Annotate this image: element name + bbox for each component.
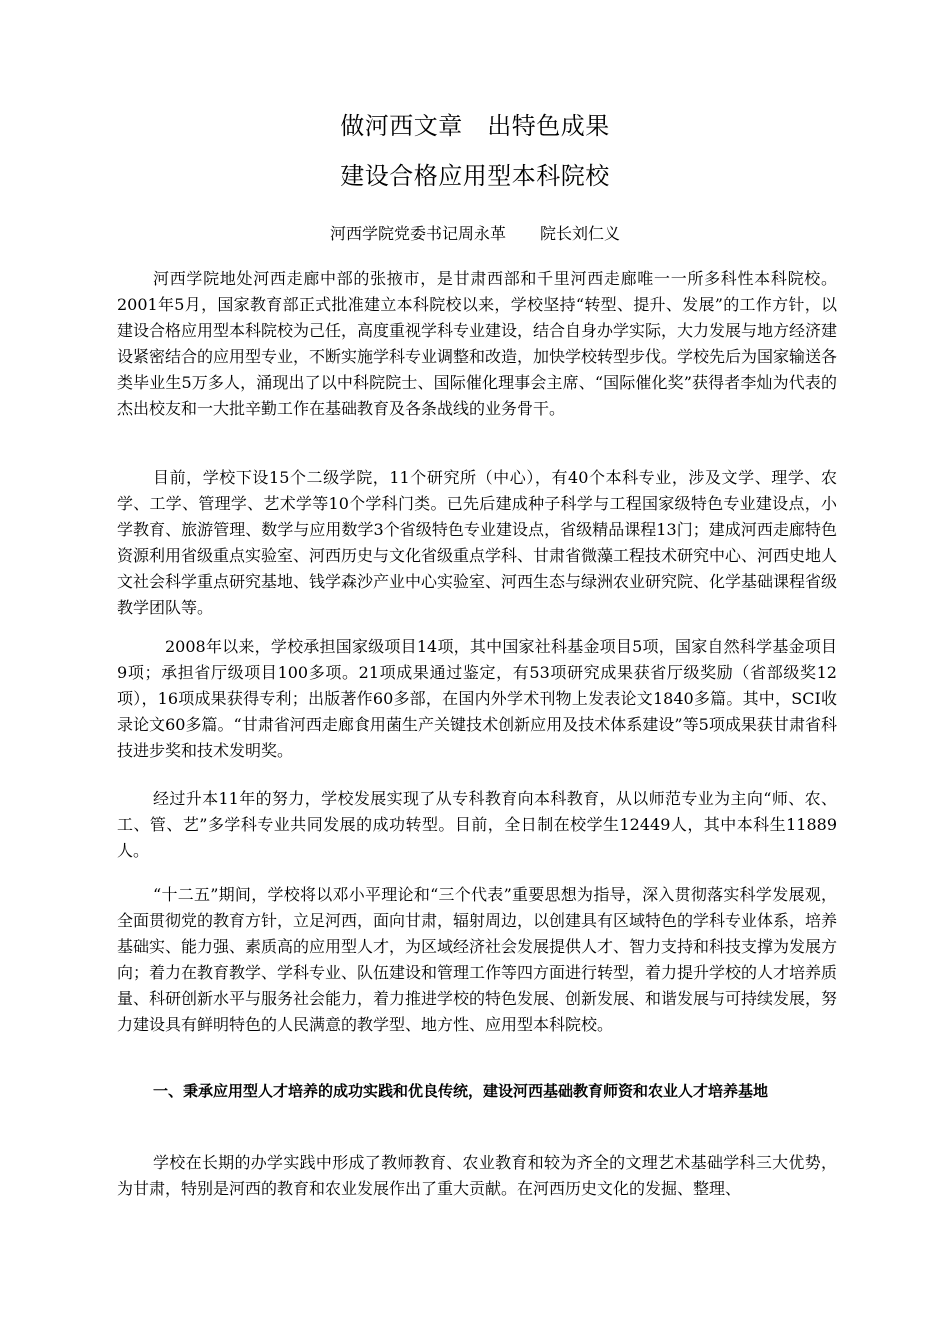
paragraph-section-1: 学校在长期的办学实践中形成了教师教育、农业教育和较为齐全的文理艺术基础学科三大优势，为甘肃，特别是河西的教育和农业发展作出了重大贡献。在河西历史文化的发掘、整理、	[117, 1153, 837, 1198]
paragraph-research: 2008年以来，学校承担国家级项目14项，其中国家社科基金项目5项，国家自然科学基金项目9项；承担省厅级项目100多项。21项成果通过鉴定，有53项研究成果获省厅级奖励（省部级奖12项），16项成果获得专利；出版著作60多部，在国内外学术刊物上发表论文1840多篇。其中，SCI收录论文60多篇。“甘肃省河西走廊食用菌生产关键技术创新应用及技术体系建设”等5项成果获甘肃省科技进步奖和技术发明奖。	[117, 637, 837, 760]
author-line	[0, 222, 950, 246]
author-secretary: 河西学院党委书记周永革	[329, 224, 506, 243]
title-line-2: 建设合格应用型本科院校	[340, 162, 610, 190]
title-line-1: 做河西文章 出特色成果	[340, 112, 610, 140]
paragraph-transformation: 经过升本11年的努力，学校发展实现了从专科教育向本科教育，从以师范专业为主向“师、农、工、管、艺”多学科专业共同发展的成功转型。目前，全日制在校学生12449人，其中本科生11889人。	[117, 789, 837, 860]
paragraph-plan: “十二五”期间，学校将以邓小平理论和“三个代表”重要思想为指导，深入贯彻落实科学发展观，全面贯彻党的教育方针，立足河西，面向甘肃，辐射周边，以创建具有区域特色的学科专业体系，培养基础实、能力强、素质高的应用型人才，为区域经济社会发展提供人才、智力支持和科技支撑为发展方向；着力在教育教学、学科专业、队伍建设和管理工作等四方面进行转型，着力提升学校的人才培养质量、科研创新水平与服务社会能力，着力推进学校的特色发展、创新发展、和谐发展与可持续发展，努力建设具有鲜明特色的人民满意的教学型、地方性、应用型本科院校。	[117, 885, 838, 1034]
section-heading-1: 一、秉承应用型人才培养的成功实践和优良传统，建设河西基础教育师资和农业人才培养基地	[153, 1082, 769, 1100]
paragraph-intro: 河西学院地处河西走廊中部的张掖市，是甘肃西部和千里河西走廊唯一一所多科性本科院校。2001年5月，国家教育部正式批准建立本科院校以来，学校坚持“转型、提升、发展”的工作方针，以建设合格应用型本科院校为己任，高度重视学科专业建设，结合自身办学实际，大力发展与地方经济建设紧密结合的应用型专业，不断实施学科专业调整和改造，加快学校转型步伐。学校先后为国家输送各类毕业生5万多人，涌现出了以中科院院士、国际催化理事会主席、“国际催化奖”获得者李灿为代表的杰出校友和一大批辛勤工作在基础教育及各条战线的业务骨干。	[117, 269, 838, 418]
paragraph-structure: 目前，学校下设15个二级学院，11个研究所（中心），有40个本科专业，涉及文学、理学、农学、工学、管理学、艺术学等10个学科门类。已先后建成种子科学与工程国家级特色专业建设点，小学教育、旅游管理、数学与应用数学3个省级特色专业建设点，省级精品课程13门；建成河西走廊特色资源利用省级重点实验室、河西历史与文化省级重点学科、甘肃省微藻工程技术研究中心、河西史地人文社会科学重点研究基地、钱学森沙产业中心实验室、河西生态与绿洲农业研究院、化学基础课程省级教学团队等。	[117, 468, 838, 617]
author-president: 院长刘仁义	[540, 224, 621, 243]
